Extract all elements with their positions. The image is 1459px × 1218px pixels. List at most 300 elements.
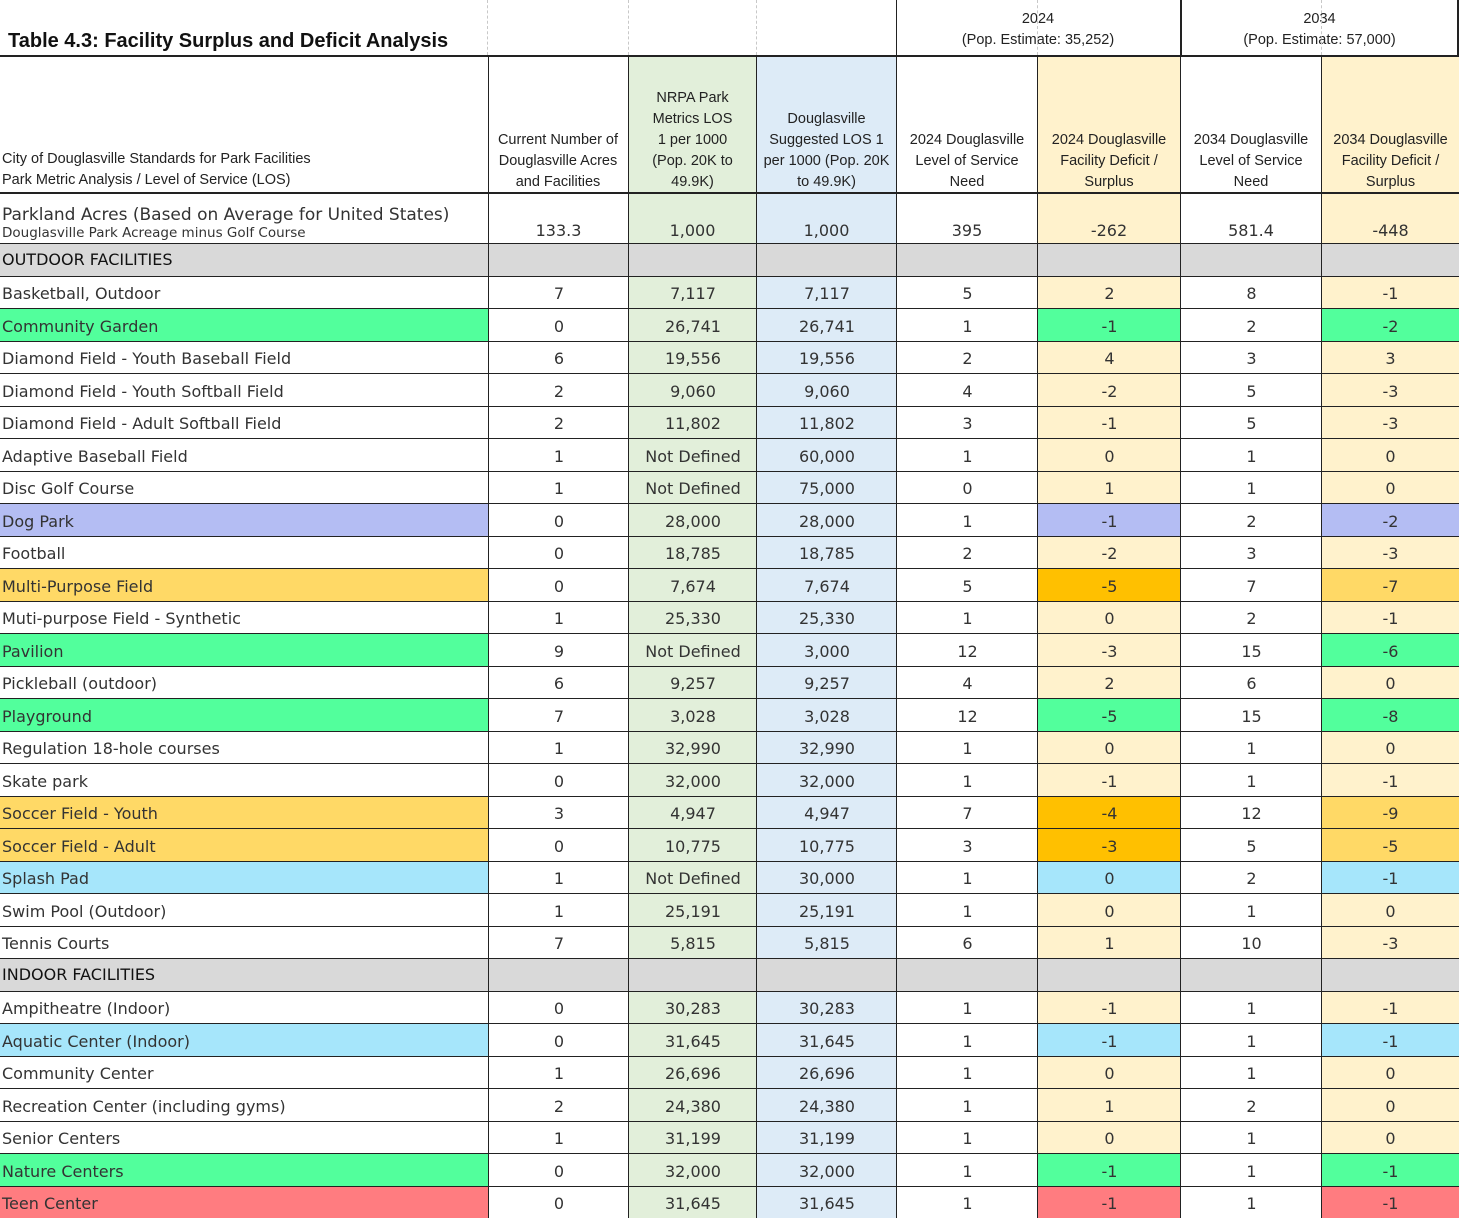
suggested-header: Douglasville Suggested LOS 1 per 1000 (Pop. 20K to 49.9K)	[763, 111, 890, 190]
table-row	[0, 341, 1459, 373]
table-row	[0, 893, 1459, 926]
need-2024-cell: 1	[962, 1097, 973, 1116]
table-row	[0, 503, 1459, 536]
need-2024-cell: 12	[957, 707, 978, 726]
suggested-cell: 31,645	[757, 1023, 897, 1056]
table-row	[0, 796, 1459, 828]
need-2034-cell: 1	[1246, 1032, 1257, 1051]
current-cell: 1	[553, 1064, 565, 1083]
nrpa-cell: 25,191	[629, 893, 757, 926]
suggested-cell: 4,947	[757, 796, 897, 828]
current-header: Current Number of Douglasville Acres and Facilities	[497, 132, 619, 190]
facility-name: Diamond Field - Youth Baseball Field	[2, 349, 292, 368]
suggested-cell: 25,191	[757, 893, 897, 926]
need-2034-cell: 1	[1246, 1162, 1257, 1181]
suggested-cell: 32,000	[757, 763, 897, 796]
deficit-2034-cell: -2	[1322, 308, 1459, 341]
facility-name: Nature Centers	[0, 1153, 488, 1186]
need-2024-cell: 1	[962, 869, 973, 888]
need-2024-cell: 1	[962, 1194, 973, 1213]
need-2034-cell: 5	[1246, 382, 1257, 401]
nrpa-cell: 4,947	[629, 796, 757, 828]
section-header-row	[0, 958, 1459, 991]
suggested-cell: 5,815	[757, 926, 897, 958]
suggested-cell: 7,117	[757, 276, 897, 308]
standards-header	[2, 149, 486, 191]
column-border	[1037, 55, 1038, 1218]
suggested-cell: 30,000	[757, 861, 897, 893]
deficit-2034-cell: 0	[1322, 1121, 1459, 1153]
deficit-2034-cell: -1	[1322, 601, 1459, 633]
nrpa-cell: 30,283	[629, 991, 757, 1023]
deficit-2024-cell: -4	[1038, 796, 1181, 828]
need-2034-cell: 1	[1246, 739, 1257, 758]
need-2034-cell: 8	[1246, 284, 1257, 303]
deficit-2034-cell: 0	[1322, 1056, 1459, 1088]
table-row	[0, 471, 1459, 503]
row-border	[0, 1088, 1459, 1089]
row-border	[0, 958, 1459, 959]
need-2034-cell: 3	[1246, 349, 1257, 368]
nrpa-cell: 7,674	[629, 568, 757, 601]
need-2034-cell: 1	[1246, 447, 1257, 466]
need-2034-cell: 2	[1246, 512, 1257, 531]
year-divider	[896, 0, 897, 55]
deficit-2034-cell: 3	[1322, 341, 1459, 373]
suggested-cell: 26,741	[757, 308, 897, 341]
table-row	[0, 601, 1459, 633]
suggested-cell: 11,802	[757, 406, 897, 438]
suggested-cell: 9,060	[757, 373, 897, 406]
current-cell: 7	[553, 284, 565, 303]
need-2024-cell: 1	[962, 999, 973, 1018]
current-cell: 9	[553, 642, 565, 661]
nrpa-cell: 28,000	[629, 503, 757, 536]
row-border	[0, 308, 1459, 309]
row-border	[0, 796, 1459, 797]
nrpa-cell: 26,696	[629, 1056, 757, 1088]
deficit-2024-cell: -1	[1038, 991, 1181, 1023]
need-2024-cell: 3	[962, 414, 973, 433]
current-cell: 0	[553, 317, 565, 336]
nrpa-cell: Not Defined	[629, 438, 757, 471]
need-2034-cell: 1	[1246, 772, 1257, 791]
deficit-2034-cell: -5	[1322, 828, 1459, 861]
need-2024-cell: 1	[962, 512, 973, 531]
need-2024-cell: 2	[962, 349, 973, 368]
deficit-2034-cell: -7	[1322, 568, 1459, 601]
nrpa-cell: Not Defined	[629, 471, 757, 503]
current-cell: 0	[553, 512, 565, 531]
column-border	[1321, 55, 1322, 1218]
suggested-cell: 7,674	[757, 568, 897, 601]
deficit-2034-cell: -9	[1322, 796, 1459, 828]
nrpa-cell: 9,060	[629, 373, 757, 406]
deficit-2024-cell: -5	[1038, 568, 1181, 601]
deficit-2024-cell: 2	[1038, 666, 1181, 698]
need-2024-cell: 1	[962, 1032, 973, 1051]
row-border	[0, 731, 1459, 732]
nrpa-cell: 32,000	[629, 763, 757, 796]
nrpa-cell: 31,645	[629, 1186, 757, 1218]
current-cell: 1	[553, 609, 565, 628]
deficit-2024-cell: -5	[1038, 698, 1181, 731]
parkland-subtitle: Douglasville Park Acreage minus Golf Course	[2, 225, 306, 241]
facility-name: Recreation Center (including gyms)	[2, 1097, 286, 1116]
facility-name: Pickleball (outdoor)	[2, 674, 158, 693]
facility-name: Diamond Field - Adult Softball Field	[2, 414, 282, 433]
need-2024-cell: 12	[957, 642, 978, 661]
row-border	[0, 666, 1459, 667]
current-cell: 0	[553, 1032, 565, 1051]
suggested-cell: 24,380	[757, 1088, 897, 1121]
row-border	[0, 373, 1459, 374]
table-row	[0, 926, 1459, 958]
nrpa-cell: 32,000	[629, 1153, 757, 1186]
need-2034-cell: 2	[1246, 1097, 1257, 1116]
need-2024-cell: 1	[962, 447, 973, 466]
deficit-2034-cell: 0	[1322, 731, 1459, 763]
deficit-2024-cell: -1	[1038, 1186, 1181, 1218]
top-guide	[628, 0, 629, 55]
parkland-need-2024-value: 395	[951, 221, 983, 240]
need-2024-cell: 6	[962, 934, 973, 953]
deficit-2024-cell: 0	[1038, 438, 1181, 471]
row-border	[0, 1153, 1459, 1154]
parkland-deficit-2034-value: -448	[1372, 221, 1409, 240]
suggested-cell: 32,000	[757, 1153, 897, 1186]
header-bottom-border	[0, 192, 1459, 194]
row-border	[0, 633, 1459, 634]
table-row	[0, 568, 1459, 601]
row-border	[0, 698, 1459, 699]
need-2034-cell: 2	[1246, 869, 1257, 888]
nrpa-cell: 3,028	[629, 698, 757, 731]
current-cell: 1	[553, 869, 565, 888]
suggested-cell: 26,696	[757, 1056, 897, 1088]
column-border	[896, 55, 897, 1218]
year-divider	[1180, 0, 1182, 55]
parkland-need-2034-value: 581.4	[1228, 221, 1274, 240]
current-cell: 6	[553, 349, 565, 368]
parkland-nrpa-value: 1,000	[669, 221, 716, 240]
top-guide	[1037, 0, 1038, 55]
need-2034-cell: 10	[1241, 934, 1262, 953]
deficit-2024-cell: -1	[1038, 1023, 1181, 1056]
current-cell: 0	[553, 999, 565, 1018]
table-row	[0, 731, 1459, 763]
deficit-2034-cell: -3	[1322, 536, 1459, 568]
table-row	[0, 666, 1459, 698]
suggested-cell: 10,775	[757, 828, 897, 861]
deficit-2034-cell: -1	[1322, 1153, 1459, 1186]
need-2034-cell: 2	[1246, 609, 1257, 628]
top-guide	[1321, 0, 1322, 55]
current-cell: 0	[553, 1194, 565, 1213]
year-2034-label: 2034	[1303, 11, 1336, 27]
row-border	[0, 763, 1459, 764]
suggested-cell: 25,330	[757, 601, 897, 633]
facility-name: Basketball, Outdoor	[2, 284, 161, 303]
facility-name: Ampitheatre (Indoor)	[2, 999, 171, 1018]
parkland-current-value: 133.3	[535, 221, 582, 240]
row-border	[0, 438, 1459, 439]
deficit-2024-cell: 0	[1038, 893, 1181, 926]
current-cell: 7	[553, 707, 565, 726]
deficit-2024-cell: 0	[1038, 861, 1181, 893]
row-border	[0, 568, 1459, 569]
table-row	[0, 276, 1459, 308]
nrpa-header: NRPA Park Metrics LOS 1 per 1000 (Pop. 20K to 49.9K)	[652, 90, 733, 190]
deficit-2024-cell: -2	[1038, 373, 1181, 406]
nrpa-cell: 18,785	[629, 536, 757, 568]
row-border	[0, 601, 1459, 602]
row-border	[0, 341, 1459, 342]
nrpa-cell: 24,380	[629, 1088, 757, 1121]
current-cell: 1	[553, 1129, 565, 1148]
suggested-cell: 3,028	[757, 698, 897, 731]
facility-name: Playground	[0, 698, 488, 731]
deficit-2034-cell: -8	[1322, 698, 1459, 731]
table-row	[0, 861, 1459, 893]
year-header-2024	[897, 9, 1179, 51]
current-cell: 0	[553, 837, 565, 856]
nrpa-cell: Not Defined	[629, 861, 757, 893]
current-cell: 0	[553, 577, 565, 596]
deficit-2024-cell: -1	[1038, 308, 1181, 341]
facility-name: Dog Park	[0, 503, 488, 536]
current-cell: 1	[553, 479, 565, 498]
suggested-cell: 30,283	[757, 991, 897, 1023]
need-2034-cell: 12	[1241, 804, 1262, 823]
need-2034-cell: 15	[1241, 642, 1262, 661]
facility-name: Community Garden	[0, 308, 488, 341]
nrpa-cell: 25,330	[629, 601, 757, 633]
deficit-2024-cell: -1	[1038, 1153, 1181, 1186]
need-2024-header: 2024 Douglasville Level of Service Need	[909, 132, 1025, 190]
facility-name: Muti-purpose Field - Synthetic	[2, 609, 241, 628]
deficit-2024-cell: -1	[1038, 406, 1181, 438]
facility-name: Adaptive Baseball Field	[2, 447, 188, 466]
current-cell: 2	[553, 382, 565, 401]
table-row	[0, 1023, 1459, 1056]
current-cell: 1	[553, 447, 565, 466]
deficit-2024-cell: -2	[1038, 536, 1181, 568]
need-2024-cell: 1	[962, 1064, 973, 1083]
current-cell: 2	[553, 414, 565, 433]
deficit-2034-cell: -6	[1322, 633, 1459, 666]
row-border	[0, 828, 1459, 829]
row-border	[0, 1056, 1459, 1057]
nrpa-cell: 31,199	[629, 1121, 757, 1153]
deficit-2024-cell: 0	[1038, 1121, 1181, 1153]
suggested-cell: 31,199	[757, 1121, 897, 1153]
year-header-2034	[1181, 9, 1458, 51]
deficit-2024-cell: 1	[1038, 471, 1181, 503]
need-2034-cell: 5	[1246, 414, 1257, 433]
table-row	[0, 406, 1459, 438]
table-row	[0, 633, 1459, 666]
deficit-2024-cell: 0	[1038, 731, 1181, 763]
nrpa-cell: 11,802	[629, 406, 757, 438]
need-2024-cell: 1	[962, 609, 973, 628]
deficit-2024-cell: 0	[1038, 601, 1181, 633]
need-2034-cell: 2	[1246, 317, 1257, 336]
need-2034-cell: 1	[1246, 1194, 1257, 1213]
table-title: Table 4.3: Facility Surplus and Deficit Analysis	[8, 30, 449, 52]
deficit-2034-cell: 0	[1322, 893, 1459, 926]
nrpa-cell: Not Defined	[629, 633, 757, 666]
need-2024-cell: 1	[962, 1162, 973, 1181]
table-row	[0, 1153, 1459, 1186]
current-cell: 1	[553, 902, 565, 921]
column-border	[1180, 55, 1181, 1218]
need-2034-cell: 1	[1246, 999, 1257, 1018]
nrpa-cell: 9,257	[629, 666, 757, 698]
row-border	[0, 926, 1459, 927]
row-border	[0, 1023, 1459, 1024]
deficit-2024-cell: 1	[1038, 926, 1181, 958]
deficit-2034-header: 2034 Douglasville Facility Deficit / Surplus	[1333, 132, 1448, 190]
column-border	[488, 55, 489, 1218]
section-label: OUTDOOR FACILITIES	[2, 250, 173, 269]
need-2024-cell: 4	[962, 382, 973, 401]
standards-line-1: City of Douglasville Standards for Park Facilities	[2, 151, 311, 167]
nrpa-cell: 7,117	[629, 276, 757, 308]
need-2034-cell: 1	[1246, 1064, 1257, 1083]
column-border	[628, 55, 629, 1218]
facility-name: Football	[2, 544, 66, 563]
deficit-2024-cell: -1	[1038, 763, 1181, 796]
deficit-2034-cell: -1	[1322, 861, 1459, 893]
suggested-cell: 28,000	[757, 503, 897, 536]
current-cell: 1	[553, 739, 565, 758]
need-2024-cell: 2	[962, 544, 973, 563]
need-2024-cell: 1	[962, 1129, 973, 1148]
need-2034-header: 2034 Douglasville Level of Service Need	[1193, 132, 1309, 190]
row-border	[0, 991, 1459, 992]
deficit-2034-cell: 0	[1322, 1088, 1459, 1121]
deficit-2034-cell: -1	[1322, 763, 1459, 796]
row-border	[0, 503, 1459, 504]
deficit-2034-cell: -1	[1322, 1186, 1459, 1218]
facility-name: Teen Center	[0, 1186, 488, 1218]
table-row	[0, 308, 1459, 341]
nrpa-cell: 31,645	[629, 1023, 757, 1056]
need-2034-cell: 5	[1246, 837, 1257, 856]
deficit-2024-cell: 4	[1038, 341, 1181, 373]
need-2034-cell: 3	[1246, 544, 1257, 563]
deficit-2034-cell: -1	[1322, 991, 1459, 1023]
current-cell: 3	[553, 804, 565, 823]
row-border	[0, 1186, 1459, 1187]
facility-name: Community Center	[2, 1064, 154, 1083]
row-border	[0, 276, 1459, 277]
deficit-2024-cell: 2	[1038, 276, 1181, 308]
year-2034-estimate: (Pop. Estimate: 57,000)	[1243, 32, 1396, 48]
need-2024-cell: 5	[962, 577, 973, 596]
top-guide	[487, 0, 488, 55]
table-row	[0, 1186, 1459, 1218]
table-row	[0, 373, 1459, 406]
facility-name: Pavilion	[0, 633, 488, 666]
deficit-2034-cell: -3	[1322, 406, 1459, 438]
need-2024-cell: 7	[962, 804, 973, 823]
deficit-2024-cell: 1	[1038, 1088, 1181, 1121]
deficit-2024-cell: -1	[1038, 503, 1181, 536]
row-border	[0, 406, 1459, 407]
year-2024-estimate: (Pop. Estimate: 35,252)	[961, 32, 1115, 48]
header-top-border	[0, 55, 1459, 57]
need-2024-cell: 5	[962, 284, 973, 303]
parkland-suggested-value: 1,000	[803, 221, 850, 240]
suggested-cell: 60,000	[757, 438, 897, 471]
need-2034-cell: 1	[1246, 902, 1257, 921]
facility-name: Soccer Field - Adult	[0, 828, 488, 861]
deficit-2024-header: 2024 Douglasville Facility Deficit / Surplus	[1051, 132, 1167, 190]
facility-name: Regulation 18-hole courses	[2, 739, 220, 758]
need-2034-cell: 15	[1241, 707, 1262, 726]
need-2024-cell: 0	[962, 479, 973, 498]
suggested-cell: 9,257	[757, 666, 897, 698]
need-2034-cell: 1	[1246, 479, 1257, 498]
row-border	[0, 893, 1459, 894]
column-border	[756, 55, 757, 1218]
deficit-2034-cell: 0	[1322, 438, 1459, 471]
standards-line-2: Park Metric Analysis / Level of Service (LOS)	[2, 172, 291, 188]
table-row	[0, 1088, 1459, 1121]
need-2034-cell: 1	[1246, 1129, 1257, 1148]
facility-name: Soccer Field - Youth	[0, 796, 488, 828]
facility-name: Tennis Courts	[2, 934, 110, 953]
table-row	[0, 991, 1459, 1023]
table-row	[0, 438, 1459, 471]
row-border	[0, 536, 1459, 537]
deficit-2034-cell: 0	[1322, 471, 1459, 503]
table-row	[0, 1121, 1459, 1153]
suggested-cell: 75,000	[757, 471, 897, 503]
facility-name: Splash Pad	[0, 861, 488, 893]
parkland-label: Parkland Acres (Based on Average for United States)	[2, 205, 450, 225]
deficit-2024-cell: -3	[1038, 633, 1181, 666]
facility-name: Senior Centers	[2, 1129, 121, 1148]
deficit-2034-cell: -1	[1322, 1023, 1459, 1056]
facility-name: Disc Golf Course	[2, 479, 135, 498]
suggested-cell: 18,785	[757, 536, 897, 568]
suggested-cell: 31,645	[757, 1186, 897, 1218]
current-cell: 0	[553, 772, 565, 791]
year-2024-label: 2024	[1021, 11, 1055, 27]
need-2024-cell: 3	[962, 837, 973, 856]
current-cell: 0	[553, 1162, 565, 1181]
table-row	[0, 1056, 1459, 1088]
need-2034-cell: 7	[1246, 577, 1257, 596]
nrpa-cell: 10,775	[629, 828, 757, 861]
facility-name: Skate park	[2, 772, 88, 791]
need-2024-cell: 4	[962, 674, 973, 693]
need-2024-cell: 1	[962, 317, 973, 336]
need-2024-cell: 1	[962, 739, 973, 758]
current-cell: 0	[553, 544, 565, 563]
need-2034-cell: 6	[1246, 674, 1257, 693]
row-border	[0, 861, 1459, 862]
top-guide	[756, 0, 757, 55]
facility-name: Multi-Purpose Field	[0, 568, 488, 601]
deficit-2024-cell: 0	[1038, 1056, 1181, 1088]
current-cell: 7	[553, 934, 565, 953]
facility-name: Diamond Field - Youth Softball Field	[2, 382, 284, 401]
deficit-2034-cell: -2	[1322, 503, 1459, 536]
